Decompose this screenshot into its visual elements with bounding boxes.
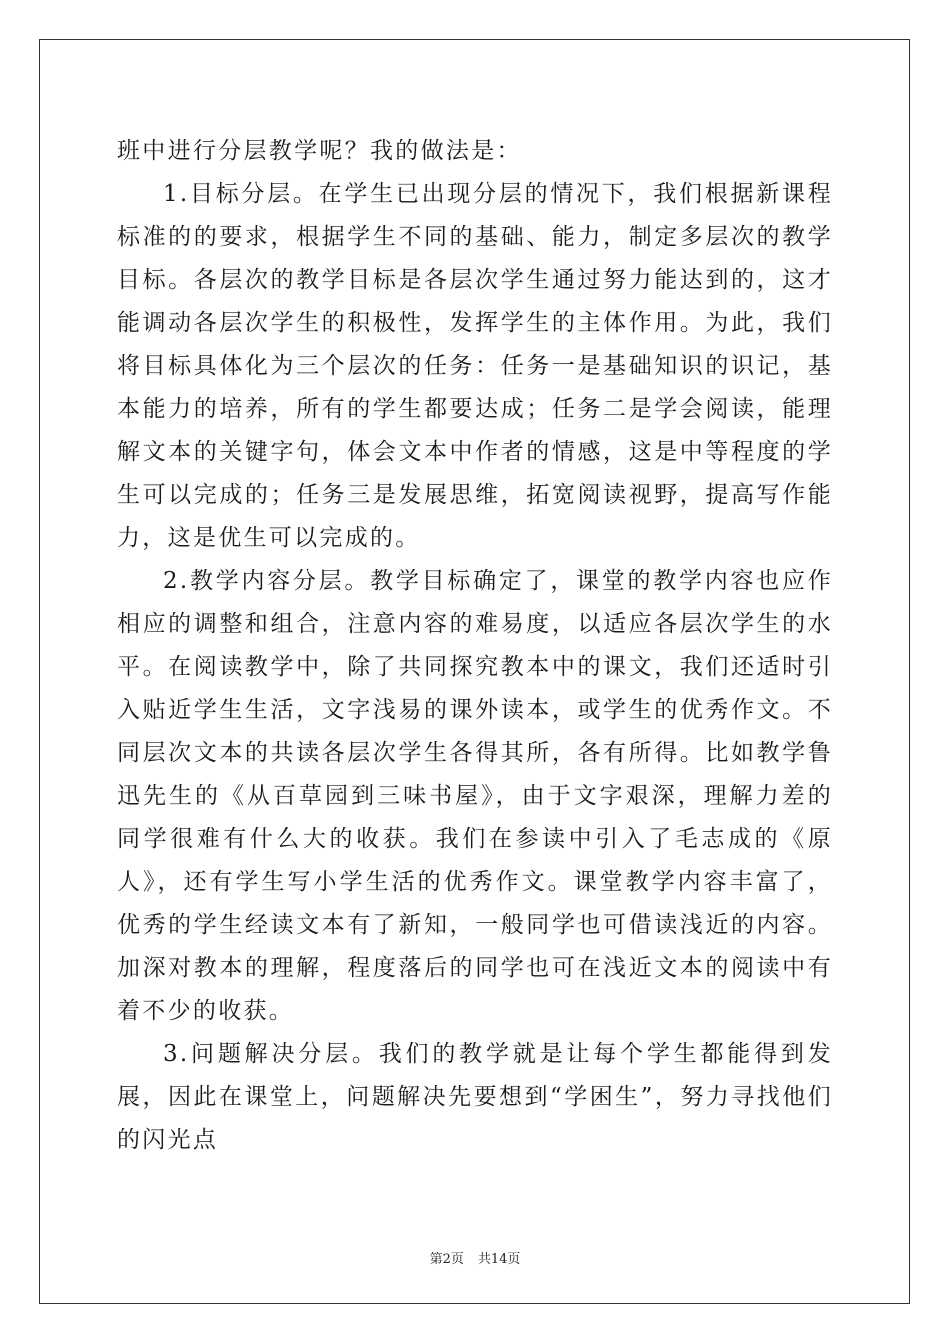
page-number: 第2页 bbox=[429, 1252, 464, 1267]
paragraph-problem-layering: 3.问题解决分层。我们的教学就是让每个学生都能得到发展，因此在课堂上，问题解决先要想到“学困生”，努力寻找他们的闪光点 bbox=[117, 1041, 833, 1153]
page-total: 共14页 bbox=[477, 1252, 521, 1267]
document-body bbox=[117, 130, 833, 1162]
paragraph-continuation: 班中进行分层教学呢？我的做法是： bbox=[117, 138, 522, 164]
paragraph-content-layering: 2.教学内容分层。教学目标确定了，课堂的教学内容也应作相应的调整和组合，注意内容的难易度，以适应各层次学生的水平。在阅读教学中，除了共同探究教本中的课文，我们还适时引入贴近学生生活，文字浅易的课外读本，或学生的优秀作文。不同层次文本的共读各层次学生各得其所，各有所得。比如教学鲁迅先生的《从百草园到三味书屋》，由于文字艰深，理解力差的同学很难有什么大的收获。我们在参读中引入了毛志成的《原人》，还有学生写小学生活的优秀作文。课堂教学内容丰富了，优秀的学生经读文本有了新知，一般同学也可借读浅近的内容。加深对教本的理解，程度落后的同学也可在浅近文本的阅读中有着不少的收获。 bbox=[117, 568, 833, 1024]
paragraph-goal-layering: 1.目标分层。在学生已出现分层的情况下，我们根据新课程标准的的要求，根据学生不同的基础、能力，制定多层次的教学目标。各层次的教学目标是各层次学生通过努力能达到的，这才能调动各层次学生的积极性，发挥学生的主体作用。为此，我们将目标具体化为三个层次的任务：任务一是基础知识的识记，基本能力的培养，所有的学生都要达成；任务二是学会阅读，能理解文本的关键字句，体会文本中作者的情感，这是中等程度的学生可以完成的；任务三是发展思维，拓宽阅读视野，提高写作能力，这是优生可以完成的。 bbox=[117, 181, 833, 551]
page-footer bbox=[0, 1248, 950, 1267]
